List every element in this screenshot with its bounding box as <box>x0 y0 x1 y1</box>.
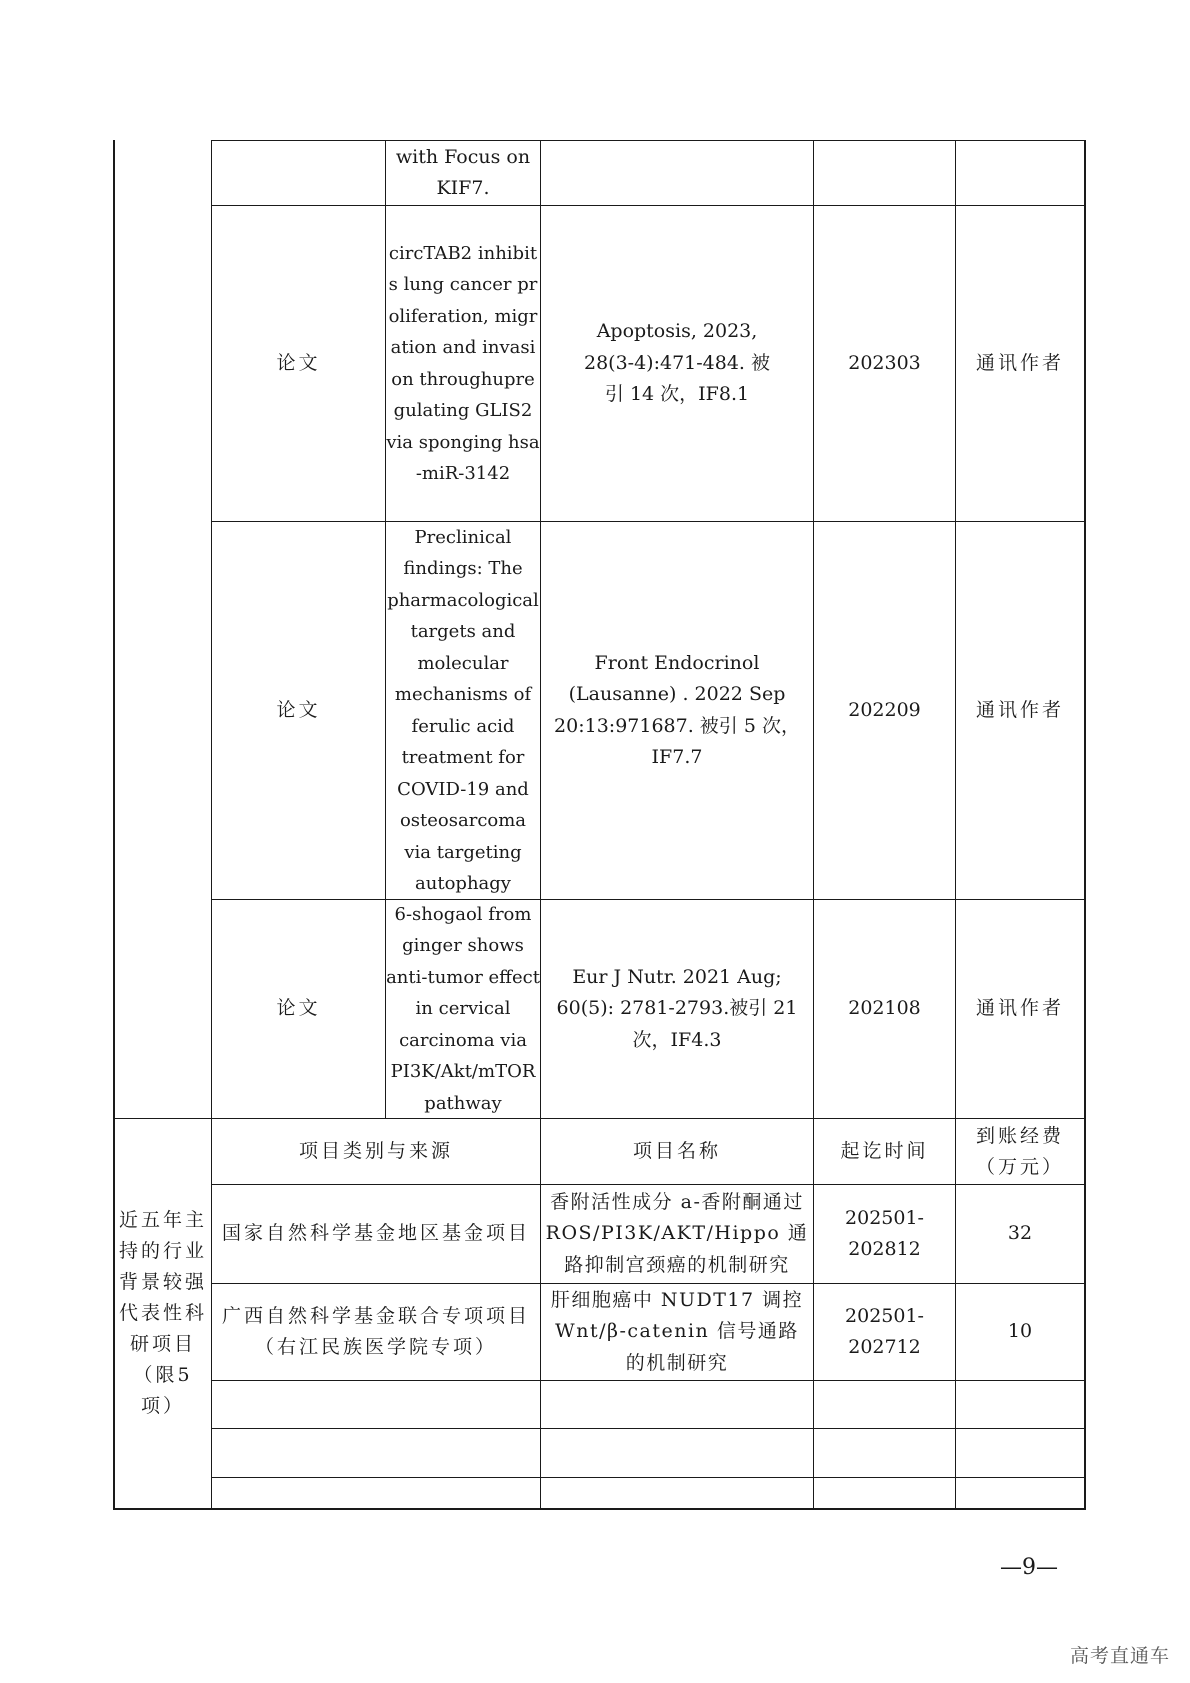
project-period-cell: 202501-202812 <box>845 1206 924 1260</box>
paper-date: 202108 <box>848 997 921 1020</box>
project-name-cell: 肝细胞癌中 NUDT17 调控 Wnt/β-catenin 信号通路的机制研究 <box>550 1288 804 1374</box>
paper-journal: Eur J Nutr. 2021 Aug; 60(5): 2781-2793.被引 21 次，IF4.3 <box>556 965 798 1051</box>
paper-type-cell <box>212 522 385 899</box>
paper-journal: Front Endocrinol (Lausanne) . 2022 Sep 20:13:971687. 被引 5 次，IF7.7 <box>554 651 800 768</box>
header-category: 项目类别与来源 <box>298 1139 453 1162</box>
project-category-cell: 国家自然科学基金地区基金项目 <box>221 1222 530 1245</box>
table-border-right <box>1084 140 1086 1510</box>
project-name-cell: 香附活性成分 a-香附酮通过 ROS/PI3K/AKT/Hippo 通路抑制宫颈癌的机制研究 <box>545 1190 809 1276</box>
row-divider <box>211 1428 1086 1429</box>
paper-date-cell <box>814 206 955 521</box>
paper-date-cell <box>814 522 955 899</box>
paper-journal-cell <box>541 900 813 1118</box>
paper-type: 论文 <box>276 698 321 721</box>
project-funding-cell: 32 <box>1007 1222 1033 1245</box>
header-name: 项目名称 <box>632 1139 721 1162</box>
paper-role-cell <box>956 522 1084 899</box>
watermark: 高考直通车 <box>1069 1645 1170 1667</box>
paper-date: 202303 <box>848 351 921 374</box>
project-category-cell: 广西自然科学基金联合专项项目（右江民族医学院专项） <box>221 1304 530 1358</box>
project-funding-cell: 10 <box>1007 1320 1033 1343</box>
paper-journal-cell <box>541 206 813 521</box>
table-top-border <box>211 140 1086 141</box>
paper-title: circTAB2 inhibits lung cancer proliferation, migration and invasion throughupregulating GLIS2 via sponging hsa-miR-3142 <box>386 242 540 484</box>
row-divider <box>211 1477 1086 1478</box>
row-divider <box>211 1380 1086 1381</box>
paper-type-cell <box>212 206 385 521</box>
paper-type: 论文 <box>276 351 321 374</box>
paper-journal-cell <box>541 522 813 899</box>
paper-title-cell <box>386 522 540 899</box>
header-period: 起讫时间 <box>840 1139 929 1162</box>
paper-title: Preclinical findings: The pharmacological targets and molecular mechanisms of ferulic acid treatment for COVID-19 and osteosarcoma via targeting autophagy <box>387 526 539 894</box>
paper-title-cell <box>386 900 540 1118</box>
projects-section-label <box>115 1119 211 1508</box>
paper-journal: Apoptosis, 2023, 28(3-4):471-484. 被引 14 次，IF8.1 <box>583 320 771 406</box>
paper-type: 论文 <box>276 997 321 1020</box>
page-number: —9— <box>1000 1555 1058 1580</box>
paper-role: 通讯作者 <box>975 351 1064 374</box>
projects-section-label-text: 近五年主持的行业背景较强代表性科研项目（限5项） <box>118 1209 207 1417</box>
header-funding: 到账经费（万元） <box>975 1124 1064 1178</box>
paper-type-cell <box>212 900 385 1118</box>
paper-role-cell <box>956 900 1084 1118</box>
table-bottom-border <box>113 1508 1086 1510</box>
paper-title-cell <box>386 206 540 521</box>
paper-role: 通讯作者 <box>975 997 1064 1020</box>
project-period-cell: 202501-202712 <box>845 1304 924 1358</box>
paper-title: 6-shogaol from ginger shows anti-tumor effect in cervical carcinoma via PI3K/Akt/mTOR pathway <box>386 903 540 1114</box>
paper-role-cell <box>956 206 1084 521</box>
paper-date: 202209 <box>848 698 921 721</box>
paper-title: with Focus on KIF7. <box>395 145 531 199</box>
paper-title-cell <box>386 141 540 205</box>
paper-role: 通讯作者 <box>975 698 1064 721</box>
paper-date-cell <box>814 900 955 1118</box>
